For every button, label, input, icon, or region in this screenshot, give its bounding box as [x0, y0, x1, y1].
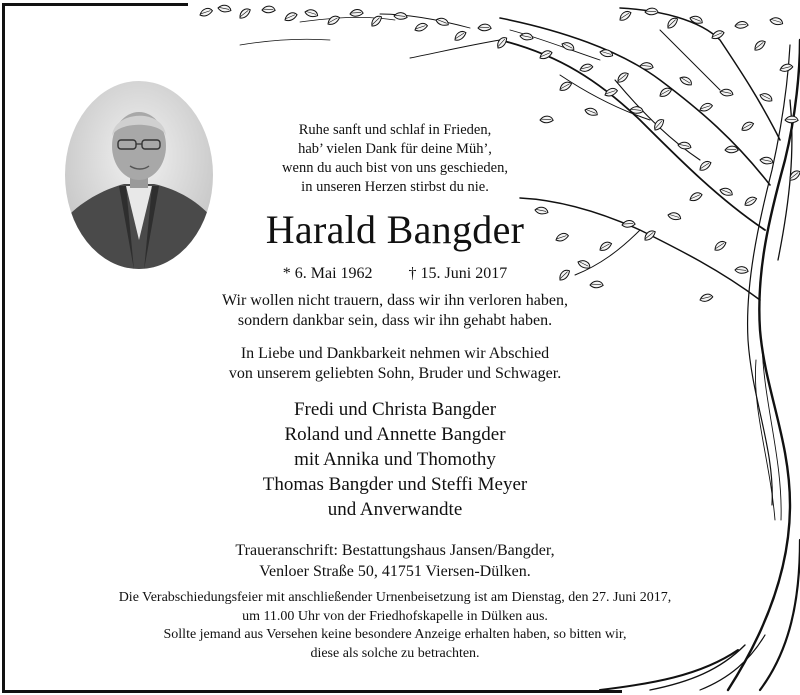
poem-line: wenn du auch bist von uns geschieden, [282, 160, 508, 176]
deceased-name: Harald Bangder [265, 207, 525, 252]
poem-line: in unseren Herzen stirbst du nie. [301, 179, 489, 195]
death-date: † 15. Juni 2017 [408, 265, 508, 282]
ceremony-notice [0, 589, 790, 663]
text-line: sondern dankbar sein, dass wir ihn gehabt haben. [237, 312, 553, 329]
birth-date: * 6. Mai 1962 [282, 265, 373, 282]
footer-line: Sollte jemand aus Versehen keine besondere Anzeige erhalten haben, so bitten wir, [163, 627, 627, 642]
family-line: Thomas Bangder und Steffi Meyer [262, 474, 528, 495]
farewell-paragraph [195, 344, 595, 384]
family-line: und Anverwandte [327, 499, 463, 520]
text-line: In Liebe und Dankbarkeit nehmen wir Abschied [240, 345, 550, 362]
portrait-photo [64, 80, 214, 270]
address-line: Traueranschrift: Bestattungshaus Jansen/Bangder, [235, 542, 555, 559]
poem-line: hab’ vielen Dank für deine Müh’, [298, 141, 492, 157]
family-names [195, 397, 595, 522]
footer-line: diese als solche zu betrachten. [310, 645, 480, 661]
text-line: von unserem geliebten Sohn, Bruder und Schwager. [228, 365, 562, 382]
footer-line: Die Verabschiedungsfeier mit anschließender Urnenbeisetzung ist am Dienstag, den 27. Juni 2017, [118, 590, 672, 605]
poem-line: Ruhe sanft und schlaf in Frieden, [298, 122, 492, 138]
life-dates [195, 264, 595, 284]
family-line: Roland und Annette Bangder [284, 424, 506, 445]
mourning-address [195, 540, 595, 582]
family-line: mit Annika und Thomothy [294, 449, 496, 470]
condolence-paragraph [195, 291, 595, 331]
footer-line: um 11.00 Uhr von der Friedhofskapelle in Dülken aus. [242, 608, 548, 624]
family-line: Fredi und Christa Bangder [293, 399, 497, 420]
poem-verse [195, 121, 595, 197]
address-line: Venloer Straße 50, 41751 Viersen-Dülken. [259, 563, 531, 580]
text-line: Wir wollen nicht trauern, dass wir ihn verloren haben, [222, 292, 568, 309]
